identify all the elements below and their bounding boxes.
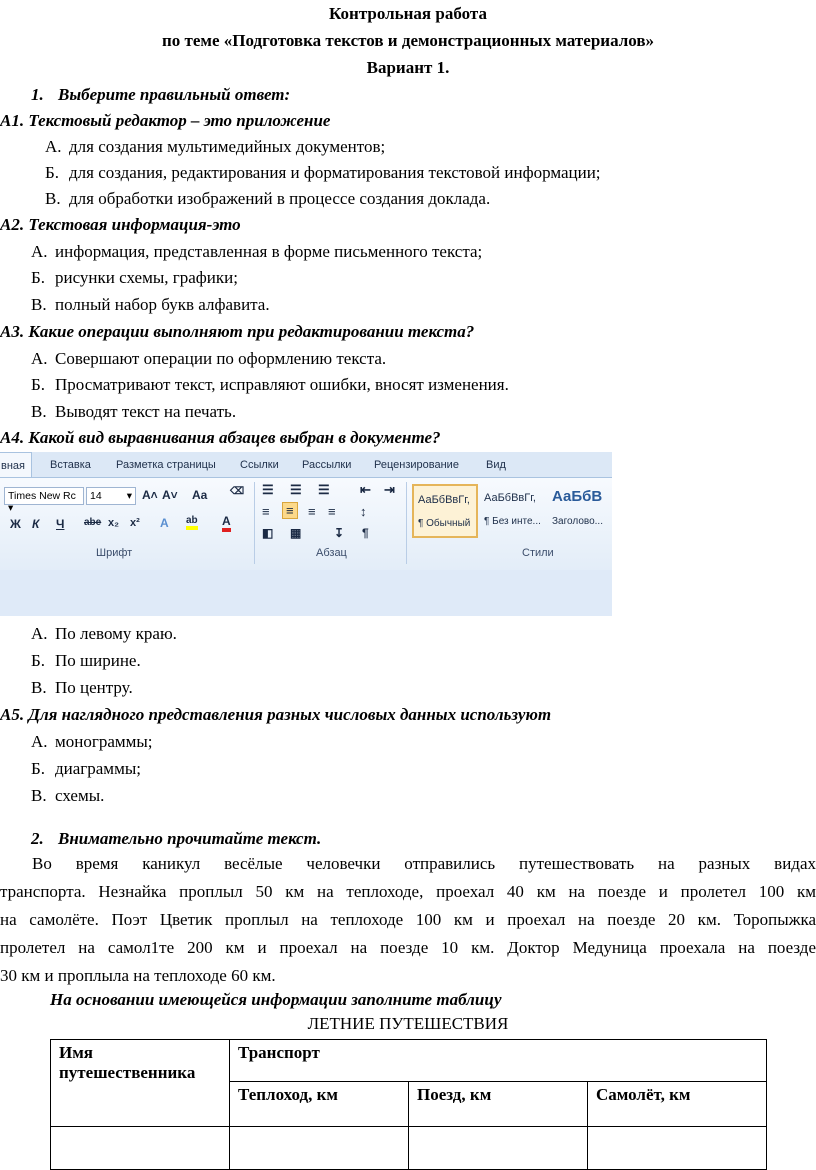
- bullets-icon[interactable]: ☰: [262, 482, 274, 497]
- group-paragraph-label: Абзац: [316, 547, 347, 559]
- task1-number: 1.: [31, 85, 44, 104]
- tab-home[interactable]: вная: [0, 452, 32, 477]
- story-line-2: транспорта. Незнайка проплыл 50 км на теплоходе, проехал 40 км на поезде и пролетел 100 км: [0, 882, 816, 901]
- ribbon-body: [0, 478, 612, 571]
- option-a2-a: А. информация, представленная в форме письменного текста;: [31, 242, 483, 261]
- ribbon-tabs: [0, 452, 612, 478]
- group-styles-label: Стили: [522, 547, 554, 559]
- style-heading[interactable]: АаБбВ Заголово...: [552, 488, 603, 527]
- subscript-button[interactable]: x₂: [108, 517, 120, 529]
- superscript-button[interactable]: x²: [130, 517, 140, 529]
- underline-button[interactable]: Ч: [56, 517, 65, 531]
- bold-button[interactable]: Ж: [10, 517, 21, 531]
- tab-page-layout[interactable]: Разметка страницы: [116, 459, 216, 471]
- text-effects-icon[interactable]: A: [160, 516, 169, 530]
- tab-references[interactable]: Ссылки: [240, 459, 279, 471]
- align-right-icon[interactable]: ≡: [328, 504, 336, 519]
- change-case-button[interactable]: Aa: [192, 488, 208, 502]
- story-line-5: 30 км и проплыла на теплоходе 60 км.: [0, 966, 276, 985]
- table-row: [51, 1127, 767, 1170]
- question-a5: А5. Для наглядного представления разных числовых данных используют: [0, 705, 552, 724]
- option-a1-c: В. для обработки изображений в процессе создания доклада.: [45, 189, 491, 208]
- story-line-3: на самолёте. Поэт Цветик проплыл на теплоходе 100 км и проехал на поезде 20 км. Торопыжка: [0, 910, 816, 929]
- task1-heading: [31, 85, 290, 105]
- table-cell[interactable]: [588, 1127, 767, 1170]
- style-normal[interactable]: АаБбВвГг, ¶ Обычный: [412, 484, 478, 538]
- tab-insert[interactable]: Вставка: [50, 459, 91, 471]
- table-cell[interactable]: [230, 1127, 409, 1170]
- tab-review[interactable]: Рецензирование: [374, 459, 459, 471]
- shading-icon[interactable]: ◧: [262, 526, 274, 540]
- font-name-combo[interactable]: Times New Rc ▾: [4, 487, 84, 505]
- header-plane: Самолёт, км: [588, 1082, 767, 1127]
- option-a5-b: Б. диаграммы;: [31, 759, 141, 778]
- align-justify-icon[interactable]: ≡: [282, 502, 298, 519]
- multilevel-list-icon[interactable]: ☰: [318, 482, 330, 497]
- shrink-font-button[interactable]: A˅: [162, 488, 178, 502]
- numbering-icon[interactable]: ☰: [290, 482, 302, 497]
- align-left-icon[interactable]: ≡: [262, 504, 270, 519]
- tab-view[interactable]: Вид: [486, 459, 506, 471]
- option-a5-a: А. монограммы;: [31, 732, 153, 751]
- header-ship: Теплоход, км: [230, 1082, 409, 1127]
- story-line-4: пролетел на самол1те 200 км и проехал на поезде 10 км. Доктор Медуница проехала на поезде: [0, 938, 816, 957]
- line-spacing-icon[interactable]: ↕: [360, 504, 367, 519]
- header-transport: Транспорт: [230, 1040, 767, 1082]
- doc-variant: Вариант 1.: [366, 58, 450, 77]
- doc-title: Контрольная работа: [329, 4, 487, 23]
- font-color-button[interactable]: A: [222, 514, 231, 532]
- pilcrow-icon[interactable]: ¶: [362, 526, 369, 540]
- question-a1: А1. Текстовый редактор – это приложение: [0, 111, 331, 130]
- table-title: ЛЕТНИЕ ПУТЕШЕСТВИЯ: [307, 1014, 509, 1033]
- option-a5-c: В. схемы.: [31, 786, 105, 805]
- group-separator: [254, 482, 255, 564]
- outdent-icon[interactable]: ⇥: [384, 482, 395, 497]
- align-center-icon[interactable]: ≡: [308, 504, 316, 519]
- task2-number: 2.: [31, 829, 44, 848]
- option-a1-b: Б. для создания, редактирования и форматирования текстовой информации;: [45, 163, 601, 182]
- group-separator: [406, 482, 407, 564]
- word-ribbon-image: [0, 452, 612, 616]
- task2-title: Внимательно прочитайте текст.: [58, 829, 322, 848]
- option-a2-b: Б. рисунки схемы, графики;: [31, 268, 238, 287]
- task1-title: Выберите правильный ответ:: [58, 85, 291, 104]
- table-cell[interactable]: [51, 1127, 230, 1170]
- option-a4-b: Б. По ширине.: [31, 651, 141, 670]
- grow-font-button[interactable]: A˄: [142, 488, 158, 502]
- travel-table: [50, 1039, 767, 1170]
- table-instruction: На основании имеющейся информации заполните таблицу: [50, 990, 502, 1009]
- option-a2-c: В. полный набор букв алфавита.: [31, 295, 270, 314]
- story-line-1: Во время каникул весёлые человечки отправились путешествовать на разных видах: [32, 854, 816, 873]
- option-a1-a: А. для создания мультимедийных документов;: [45, 137, 386, 156]
- option-a4-c: В. По центру.: [31, 678, 133, 697]
- option-a4-a: А. По левому краю.: [31, 624, 177, 643]
- question-a2: А2. Текстовая информация-это: [0, 215, 241, 234]
- question-a4: А4. Какой вид выравнивания абзацев выбран в документе?: [0, 428, 441, 447]
- italic-button[interactable]: К: [32, 517, 40, 531]
- borders-icon[interactable]: ▦: [290, 526, 302, 540]
- clear-format-icon[interactable]: ⌫: [230, 486, 245, 497]
- sort-icon[interactable]: ↧: [334, 526, 345, 540]
- indent-icon[interactable]: ⇤: [360, 482, 371, 497]
- option-a3-b: Б. Просматривают текст, исправляют ошибки, вносят изменения.: [31, 375, 509, 394]
- header-traveler-name: Имя путешественника: [51, 1040, 230, 1127]
- font-size-combo[interactable]: 14 ▾: [86, 487, 136, 505]
- highlight-icon[interactable]: ab: [186, 515, 198, 530]
- strikethrough-button[interactable]: abe: [84, 517, 102, 528]
- style-no-spacing[interactable]: АаБбВвГг, ¶ Без инте...: [484, 492, 541, 527]
- task2-heading: [31, 829, 321, 849]
- header-train: Поезд, км: [409, 1082, 588, 1127]
- ribbon-document-area: [0, 570, 612, 616]
- doc-topic: по теме «Подготовка текстов и демонстрационных материалов»: [161, 31, 655, 50]
- option-a3-a: А. Совершают операции по оформлению текста.: [31, 349, 387, 368]
- tab-mailings[interactable]: Рассылки: [302, 459, 352, 471]
- group-font-label: Шрифт: [96, 547, 133, 559]
- question-a3: А3. Какие операции выполняют при редактировании текста?: [0, 322, 475, 341]
- option-a3-c: В. Выводят текст на печать.: [31, 402, 237, 421]
- table-cell[interactable]: [409, 1127, 588, 1170]
